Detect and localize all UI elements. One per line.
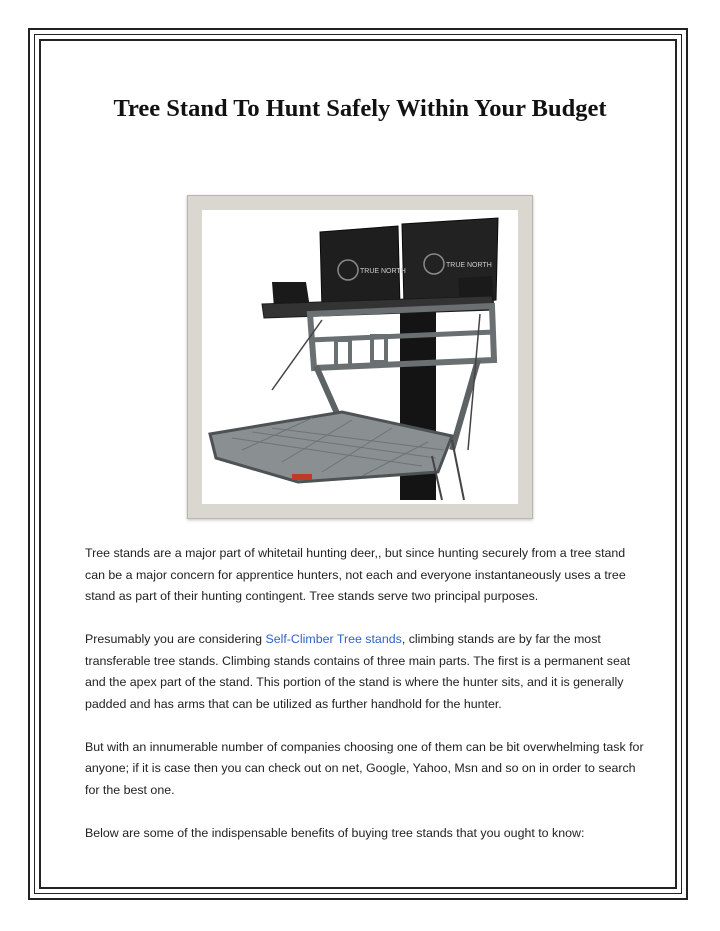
- tree-stand-illustration: [202, 210, 518, 504]
- paragraph-intro: Tree stands are a major part of whitetail hunting deer,, but since hunting securely from a tree stand can be a major concern for apprentice hunters, not each and everyone instantaneously uses a tree stand as part of their hunting contingent. Tree stands serve two principal purposes.: [85, 546, 626, 603]
- logo-text-right: TRUE NORTH: [446, 262, 492, 269]
- product-photo: [202, 210, 518, 504]
- page-title: Tree Stand To Hunt Safely Within Your Budget: [113, 95, 607, 122]
- article-body: [85, 543, 645, 866]
- paragraph-climber-rest: , climbing stands are by far the most transferable tree stands. Climbing stands contains of three main parts. The first is a permanent seat and the apex part of the stand. This portion of the stand is where the hunter sits, and it is generally padded and has arms that can be utilized as further handhold for the hunter.: [85, 632, 631, 711]
- paragraph-benefits: Below are some of the indispensable benefits of buying tree stands that you ought to know:: [85, 825, 585, 840]
- paragraph-climber: [85, 629, 645, 715]
- paragraph-companies: But with an innumerable number of companies choosing one of them can be bit overwhelming task for anyone; if it is case then you can check out on net, Google, Yahoo, Msn and so on in order to search for the best one.: [85, 739, 644, 797]
- self-climber-link[interactable]: Self-Climber Tree stands: [265, 632, 402, 646]
- logo-text-left: TRUE NORTH: [360, 268, 406, 275]
- paragraph-climber-lead: Presumably you are considering: [85, 632, 266, 646]
- product-photo-frame: [187, 195, 533, 519]
